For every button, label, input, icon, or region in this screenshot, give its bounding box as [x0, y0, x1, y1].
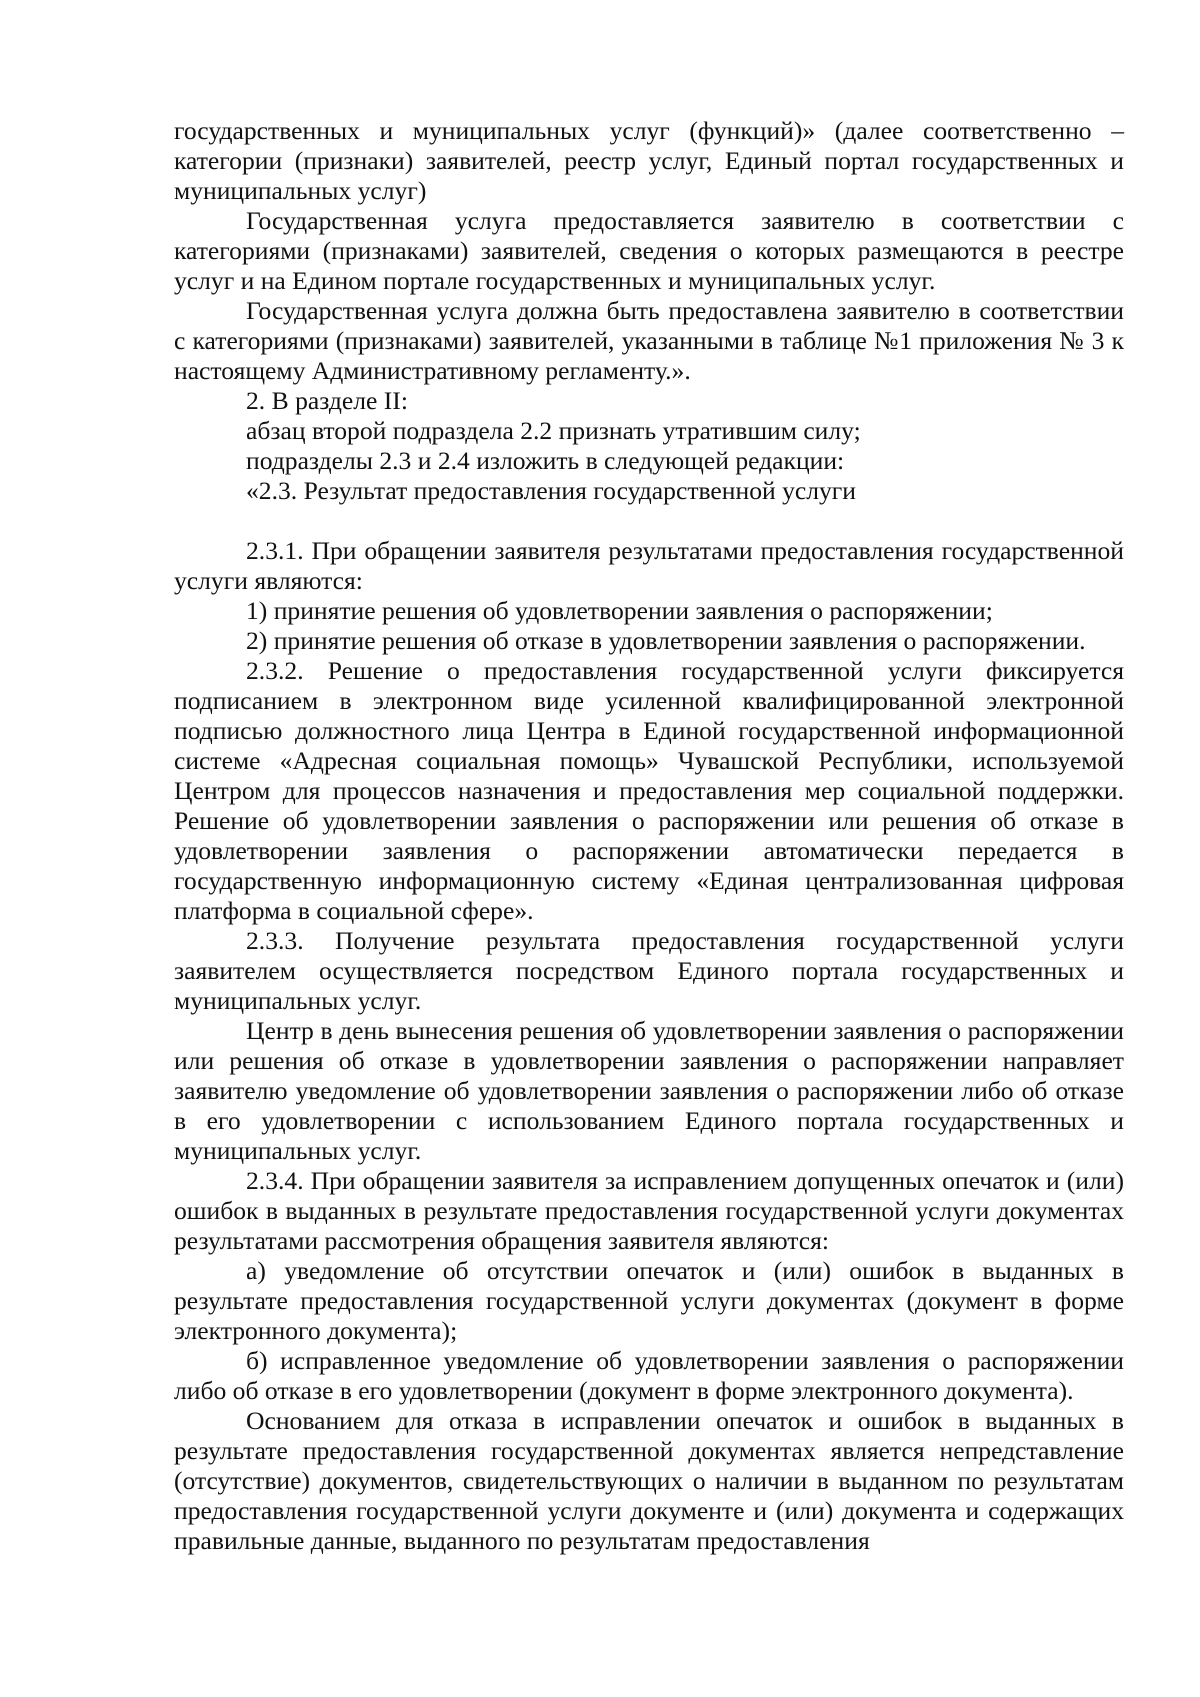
paragraph-17: Основанием для отказа в исправлении опечаток и ошибок в выданных в результате предоставления государственной документах является непредставление (отсутствие) документов, свидетельствующих о наличии в выданном по результатам предоставления государственной услуги документе и (или) документа и содержащих правильные данные, выданного по результатам предоставления	[174, 1406, 1124, 1555]
blank-line	[174, 506, 1124, 536]
section-heading: «2.3. Результат предоставления государственной услуги	[246, 476, 856, 505]
paragraph-15: а) уведомление об отсутствии опечаток и (или) ошибок в выданных в результате предоставления государственной услуги документах (документ в форме электронного документа);	[174, 1256, 1124, 1345]
paragraph-1: Государственная услуга предоставляется заявителю в соответствии с категориями (признаками) заявителей, сведения о которых размещаются в реестре услуг и на Едином портале государственных и муниципальных услуг.	[174, 206, 1124, 295]
paragraph-12: 2.3.3. Получение результата предоставления государственной услуги заявителем осуществляется посредством Единого портала государственных и муниципальных услуг.	[174, 926, 1124, 1015]
paragraph-13: Центр в день вынесения решения об удовлетворении заявления о распоряжении или решения об отказе в удовлетворении заявления о распоряжении направляет заявителю уведомление об удовлетворении заявления о распоряжении либо об отказе в его удовлетворении с использованием Единого портала государственных и муниципальных услуг.	[174, 1016, 1124, 1165]
paragraph-8: 2.3.1. При обращении заявителя результатами предоставления государственной услуги являются:	[174, 536, 1124, 595]
paragraph-16: б) исправленное уведомление об удовлетворении заявления о распоряжении либо об отказе в его удовлетворении (документ в форме электронного документа).	[174, 1346, 1124, 1405]
paragraph-4: абзац второй подраздела 2.2 признать утратившим силу;	[246, 416, 861, 445]
document-page	[174, 116, 1124, 1556]
paragraph-0: государственных и муниципальных услуг (функций)» (далее соответственно – категории (признаки) заявителей, реестр услуг, Единый портал государственных и муниципальных услуг)	[174, 116, 1124, 205]
paragraph-9: 1) принятие решения об удовлетворении заявления о распоряжении;	[246, 596, 993, 625]
paragraph-11: 2.3.2. Решение о предоставления государственной услуги фиксируется подписанием в электронном виде усиленной квалифицированной электронной подписью должностного лица Центра в Единой государственной информационной системе «Адресная социальная помощь» Чувашской Республики, используемой Центром для процессов назначения и предоставления мер социальной поддержки. Решение об удовлетворении заявления о распоряжении или решения об отказе в удовлетворении заявления о распоряжении автоматически передается в государственную информационную систему «Единая централизованная цифровая платформа в социальной сфере».	[174, 656, 1124, 925]
paragraph-14: 2.3.4. При обращении заявителя за исправлением допущенных опечаток и (или) ошибок в выданных в результате предоставления государственной услуги документах результатами рассмотрения обращения заявителя являются:	[174, 1166, 1124, 1255]
paragraph-5: подразделы 2.3 и 2.4 изложить в следующей редакции:	[246, 446, 845, 475]
paragraph-3: 2. В разделе II:	[246, 386, 408, 415]
paragraph-2: Государственная услуга должна быть предоставлена заявителю в соответствии с категориями (признаками) заявителей, указанными в таблице №1 приложения № 3 к настоящему Административному регламенту.».	[174, 296, 1124, 385]
paragraph-10: 2) принятие решения об отказе в удовлетворении заявления о распоряжении.	[246, 626, 1086, 655]
